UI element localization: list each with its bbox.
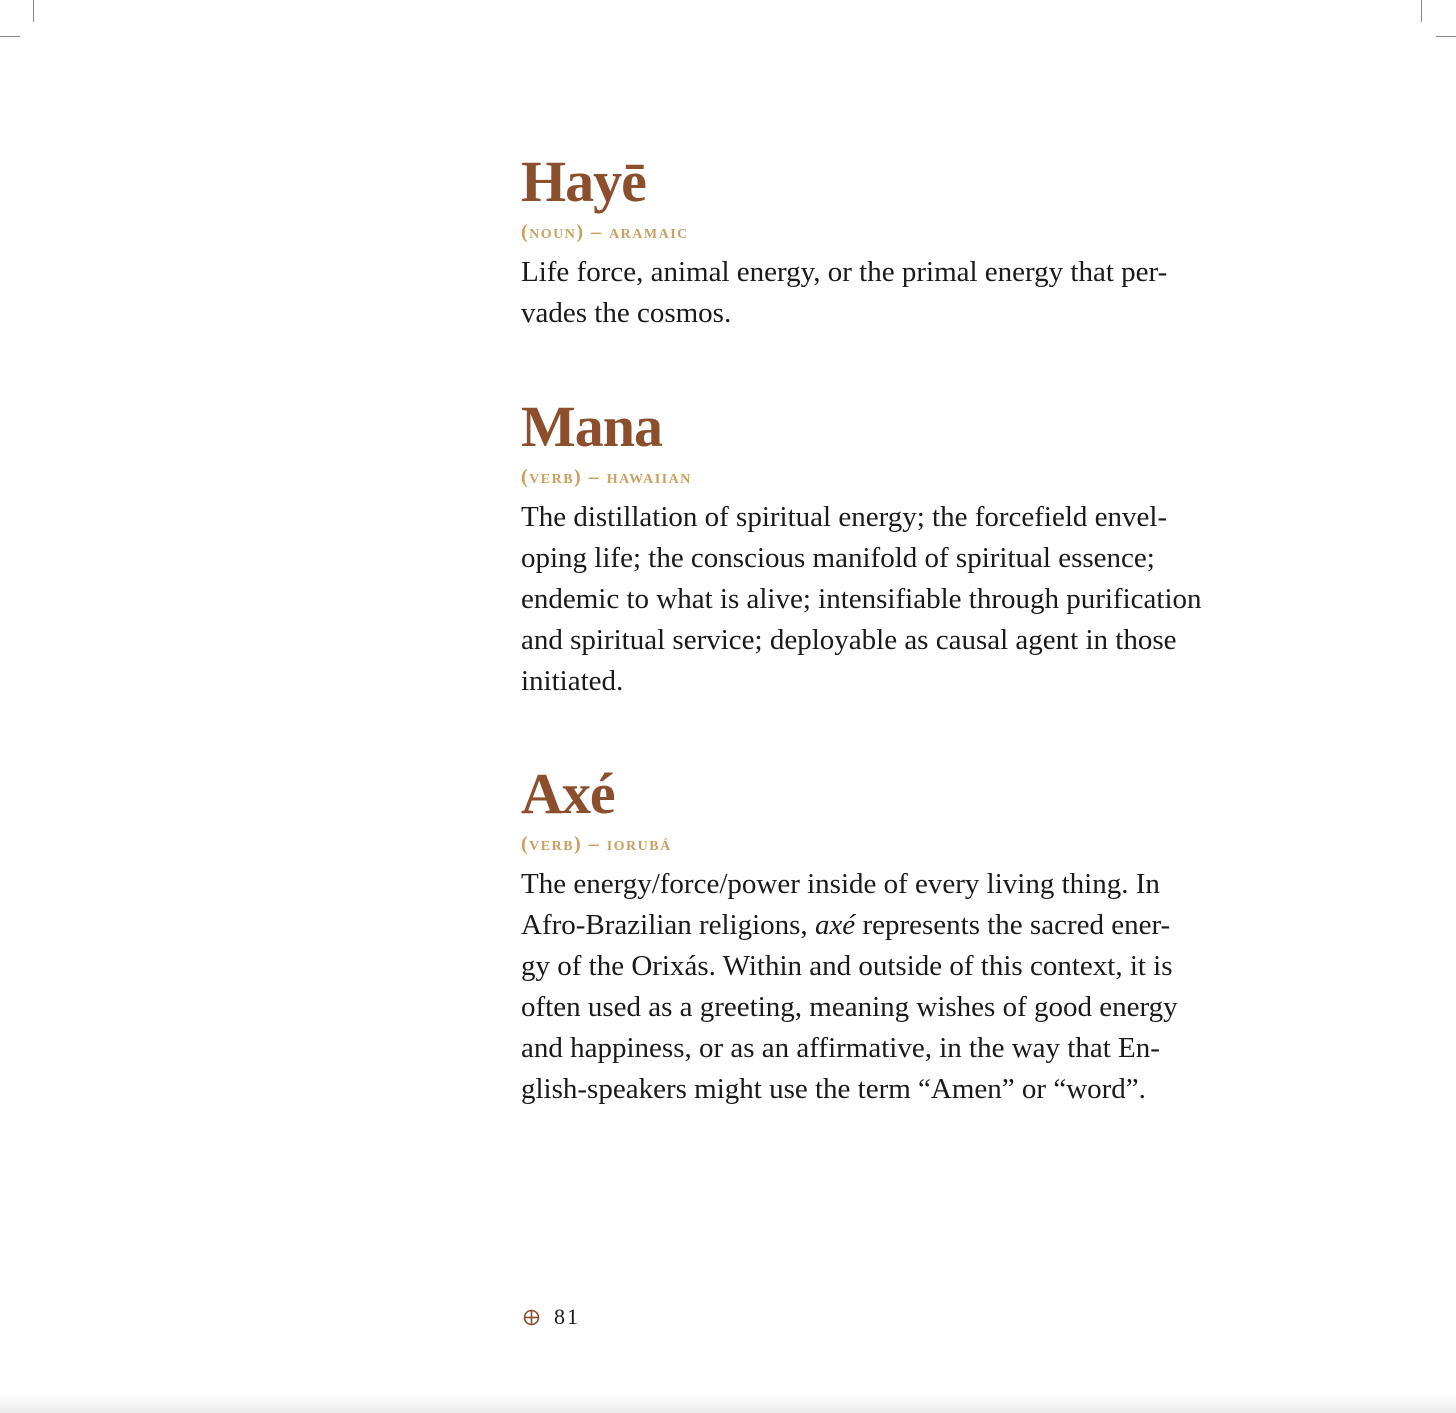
- crop-mark-top-right-horizontal: [1436, 36, 1456, 37]
- circled-plus-icon: [523, 1309, 540, 1326]
- entry-language: aramaic: [609, 221, 689, 243]
- entry-part-of-speech: (noun): [521, 221, 585, 243]
- definition-line: and happiness, or as an affirmative, in the way that En-: [521, 1032, 1160, 1064]
- crop-mark-top-right-vertical: [1421, 0, 1422, 22]
- entry-meta: [521, 463, 1202, 497]
- definition-italic-term: axé: [814, 909, 856, 941]
- crop-mark-top-left-horizontal: [0, 36, 20, 37]
- definition-line: Life force, animal energy, or the primal energy that per-: [521, 256, 1168, 288]
- definition-line: and spiritual service; deployable as causal agent in those: [521, 624, 1177, 656]
- entry-meta: [521, 218, 1167, 252]
- definition-line: gy of the Orixás. Within and outside of this context, it is: [521, 950, 1173, 982]
- entry-dash: –: [591, 221, 603, 243]
- definition-line: The energy/force/power inside of every living thing. In: [521, 868, 1160, 900]
- glossary-entry-haye: [521, 150, 1167, 334]
- page-number: 81: [554, 1304, 580, 1329]
- entry-part-of-speech: (verb): [521, 833, 583, 855]
- entry-definition: [521, 252, 1167, 334]
- entry-definition: [521, 864, 1178, 1110]
- crop-mark-top-left-vertical: [33, 0, 34, 22]
- entry-definition: [521, 497, 1202, 702]
- entry-dash: –: [588, 833, 601, 855]
- definition-text: represents the sacred ener-: [855, 909, 1171, 941]
- definition-line: glish-speakers might use the term “Amen” or “word”.: [521, 1073, 1146, 1105]
- definition-text: Afro-Brazilian religions,: [521, 909, 815, 941]
- glossary-entry-axe: [521, 762, 1178, 1110]
- entry-language: iorubá: [606, 833, 672, 855]
- page-bottom-shadow: [0, 1393, 1456, 1413]
- definition-line: oping life; the conscious manifold of spiritual essence;: [521, 542, 1155, 574]
- page-footer: [523, 1303, 580, 1331]
- glossary-entry-mana: [521, 395, 1202, 702]
- definition-line: [521, 905, 1178, 946]
- definition-line: endemic to what is alive; intensifiable through purification: [521, 583, 1202, 615]
- definition-line: vades the cosmos.: [521, 297, 732, 329]
- entry-meta: [521, 830, 1178, 864]
- entry-part-of-speech: (verb): [521, 466, 583, 488]
- definition-line: The distillation of spiritual energy; the forcefield envel-: [521, 501, 1168, 533]
- definition-line: initiated.: [521, 665, 624, 697]
- entry-dash: –: [588, 466, 601, 488]
- entry-term: Hayē: [521, 149, 646, 214]
- entry-term: Axé: [521, 761, 615, 826]
- entry-language: hawaiian: [606, 466, 692, 488]
- definition-line: often used as a greeting, meaning wishes of good energy: [521, 991, 1178, 1023]
- entry-term: Mana: [521, 394, 662, 459]
